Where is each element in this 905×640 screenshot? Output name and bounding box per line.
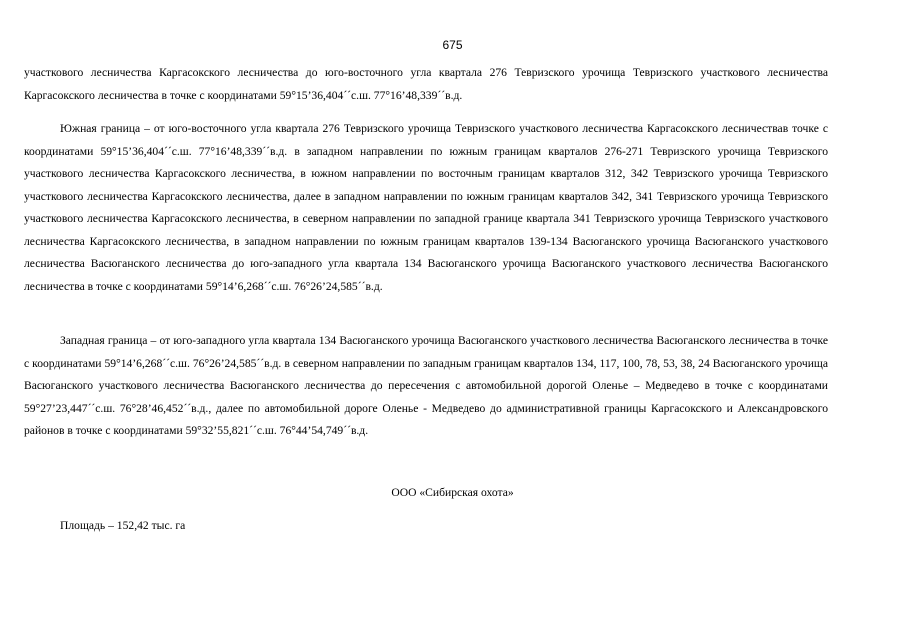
paragraph-western-boundary: Западная граница – от юго-западного угла квартала 134 Васюганского урочища Васюганского участкового лесничества Васюганского лесничества в точке с координатами 59°14’6,268´´с.ш. 76°26’24,585´´в.д. в северном направлении по западным границам кварталов 134, 117, 100, 78, 53, 38, 24 Васюганского урочища Васюганского участкового лесничества Васюганского лесничества до пересечения с автомобильной дорогой Оленье – Медведево в точке с координатами 59°27’23,447´´с.ш. 76°28’46,452´´в.д., далее по автомобильной дороге Оленье - Медведево до административной границы Каргасокского и Александровского районов в точке с координатами 59°32’55,821´´с.ш. 76°44’54,749´´в.д. <box>24 334 828 437</box>
page-number: 675 <box>442 38 463 52</box>
paragraph-southern-boundary: Южная граница – от юго-восточного угла квартала 276 Тевризского урочища Тевризского участкового лесничества Каргасокского лесничествав точке с координатами 59°15’36,404´´с.ш. 77°16’48,339´´в.д. в западном направлении по южным границам кварталов 276-271 Тевризского урочища Тевризского участкового лесничества Каргасокского лесничества, в южном направлении по восточным границам кварталов 312, 342 Тевризского урочища Тевризского участкового лесничества Каргасокского лесничества, далее в западном направлении по южным границам кварталов 342, 341 Тевризского урочища Тевризского участкового лесничества Каргасокского лесничества, в северном направлении по западной границе квартала 341 Тевризского урочища Тевризского участкового лесничества Каргасокского лесничества, в западном направлении по южным границам кварталов 139-134 Васюганского урочища Васюганского участкового лесничества Васюганского лесничества до юго-западного угла квартала 134 Васюганского урочища Васюганского участкового лесничества Васюганского лесничества в точке с координатами 59°14’6,268´´с.ш. 76°26’24,585´´в.д. <box>24 122 828 293</box>
paragraph-northern-boundary-continuation: участкового лесничества Каргасокского лесничества до юго-восточного угла квартала 276 Тевризского урочища Тевризского участкового лесничества Каргасокского лесничества в точке с координатами 59°15’36,404´´с.ш. 77°16’48,339´´в.д. <box>24 66 828 102</box>
area-line: Площадь – 152,42 тыс. га <box>60 519 186 532</box>
organization-name: ООО «Сибирская охота» <box>391 486 514 499</box>
